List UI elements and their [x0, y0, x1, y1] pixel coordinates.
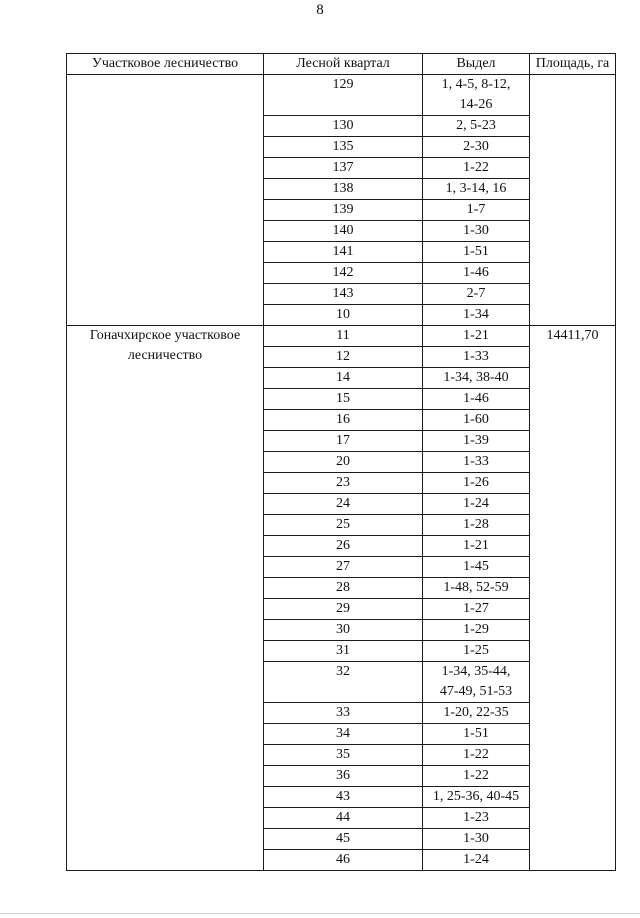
division-line: 1-7 [466, 202, 486, 217]
division-line: 1-21 [463, 328, 489, 343]
district-name-line: Гоначхирское участковое [89, 328, 241, 343]
division-cell [423, 137, 530, 158]
division-cell [423, 850, 530, 871]
division-cell [423, 263, 530, 284]
quarter-cell: 24 [264, 494, 423, 515]
division-cell [423, 620, 530, 641]
table-body [67, 75, 616, 871]
division-line: 1-26 [463, 475, 489, 490]
division-line: 1-22 [463, 160, 489, 175]
quarter-cell: 137 [264, 158, 423, 179]
division-line: 47-49, 51-53 [439, 684, 513, 699]
quarter-cell: 25 [264, 515, 423, 536]
division-line: 1-25 [463, 643, 489, 658]
quarter-cell: 36 [264, 766, 423, 787]
quarter-cell: 10 [264, 305, 423, 326]
quarter-cell: 33 [264, 703, 423, 724]
quarter-cell: 140 [264, 221, 423, 242]
division-cell [423, 536, 530, 557]
division-cell [423, 641, 530, 662]
division-cell [423, 305, 530, 326]
division-cell [423, 179, 530, 200]
division-cell [423, 766, 530, 787]
division-cell [423, 473, 530, 494]
quarter-cell: 29 [264, 599, 423, 620]
table-header-row [67, 54, 616, 75]
quarter-cell: 34 [264, 724, 423, 745]
division-cell [423, 200, 530, 221]
division-line: 1-21 [463, 538, 489, 553]
division-cell [423, 515, 530, 536]
division-cell [423, 745, 530, 766]
division-line: 1, 25-36, 40-45 [432, 789, 520, 804]
quarter-cell: 43 [264, 787, 423, 808]
quarter-cell: 142 [264, 263, 423, 284]
division-line: 1-29 [463, 622, 489, 637]
quarter-cell: 46 [264, 850, 423, 871]
division-cell [423, 578, 530, 599]
division-cell [423, 368, 530, 389]
quarter-cell: 143 [264, 284, 423, 305]
division-cell [423, 221, 530, 242]
division-line: 1-51 [463, 244, 489, 259]
division-line: 1-48, 52-59 [443, 580, 509, 595]
division-cell [423, 724, 530, 745]
division-cell [423, 557, 530, 578]
quarter-cell: 139 [264, 200, 423, 221]
division-line: 1-60 [463, 412, 489, 427]
division-cell [423, 808, 530, 829]
division-cell [423, 431, 530, 452]
quarter-cell: 26 [264, 536, 423, 557]
division-line: 2-30 [463, 139, 489, 154]
division-cell [423, 410, 530, 431]
table-row [67, 326, 616, 347]
division-line: 1-28 [463, 517, 489, 532]
division-line: 1-46 [463, 265, 489, 280]
quarter-cell: 135 [264, 137, 423, 158]
division-line: 2-7 [466, 286, 486, 301]
division-line: 1-34, 38-40 [443, 370, 509, 385]
division-line: 1-51 [463, 726, 489, 741]
quarter-cell: 130 [264, 116, 423, 137]
division-cell [423, 703, 530, 724]
division-line: 14-26 [459, 97, 493, 112]
header-division: Выдел [423, 54, 530, 75]
division-line: 1-23 [463, 810, 489, 825]
division-cell [423, 75, 530, 116]
division-line: 1, 3-14, 16 [445, 181, 507, 196]
quarter-cell: 45 [264, 829, 423, 850]
division-cell [423, 599, 530, 620]
quarter-cell: 141 [264, 242, 423, 263]
table-row [67, 75, 616, 116]
division-cell [423, 284, 530, 305]
division-cell [423, 452, 530, 473]
header-district: Участковое лесничество [67, 54, 264, 75]
division-line: 1-45 [463, 559, 489, 574]
quarter-cell: 14 [264, 368, 423, 389]
division-line: 1-33 [463, 349, 489, 364]
division-line: 1-24 [463, 496, 489, 511]
quarter-cell: 23 [264, 473, 423, 494]
quarter-cell: 16 [264, 410, 423, 431]
division-cell [423, 326, 530, 347]
quarter-cell: 31 [264, 641, 423, 662]
division-line: 1-30 [463, 831, 489, 846]
quarter-cell: 20 [264, 452, 423, 473]
scan-edge-line [0, 913, 640, 914]
quarter-cell: 30 [264, 620, 423, 641]
division-line: 1-22 [463, 768, 489, 783]
division-cell [423, 158, 530, 179]
quarter-cell: 15 [264, 389, 423, 410]
division-cell [423, 389, 530, 410]
quarter-cell: 44 [264, 808, 423, 829]
quarter-cell: 12 [264, 347, 423, 368]
division-cell [423, 829, 530, 850]
division-cell [423, 242, 530, 263]
division-line: 1-30 [463, 223, 489, 238]
division-cell [423, 347, 530, 368]
division-cell [423, 494, 530, 515]
division-line: 2, 5-23 [456, 118, 496, 133]
division-line: 1-39 [463, 433, 489, 448]
division-line: 1-22 [463, 747, 489, 762]
header-area: Площадь, га [530, 54, 616, 75]
division-line: 1, 4-5, 8-12, [441, 77, 511, 92]
division-cell [423, 662, 530, 703]
quarter-cell: 129 [264, 75, 423, 116]
division-cell [423, 787, 530, 808]
division-line: 1-34 [463, 307, 489, 322]
quarter-cell: 35 [264, 745, 423, 766]
quarter-cell: 138 [264, 179, 423, 200]
division-line: 1-24 [463, 852, 489, 867]
quarter-cell: 17 [264, 431, 423, 452]
header-quarter: Лесной квартал [264, 54, 423, 75]
quarter-cell: 32 [264, 662, 423, 703]
division-line: 1-34, 35-44, [441, 664, 511, 679]
division-line: 1-27 [463, 601, 489, 616]
quarter-cell: 27 [264, 557, 423, 578]
quarter-cell: 28 [264, 578, 423, 599]
quarter-cell: 11 [264, 326, 423, 347]
division-line: 1-20, 22-35 [443, 705, 509, 720]
district-name-line: лесничество [127, 348, 203, 363]
division-line: 1-46 [463, 391, 489, 406]
forestry-table [66, 53, 616, 871]
district-cell [67, 75, 264, 326]
area-cell: 14411,70 [530, 326, 616, 871]
page-number: 8 [316, 2, 324, 18]
division-cell [423, 116, 530, 137]
division-line: 1-33 [463, 454, 489, 469]
district-cell [67, 326, 264, 871]
area-cell [530, 75, 616, 326]
